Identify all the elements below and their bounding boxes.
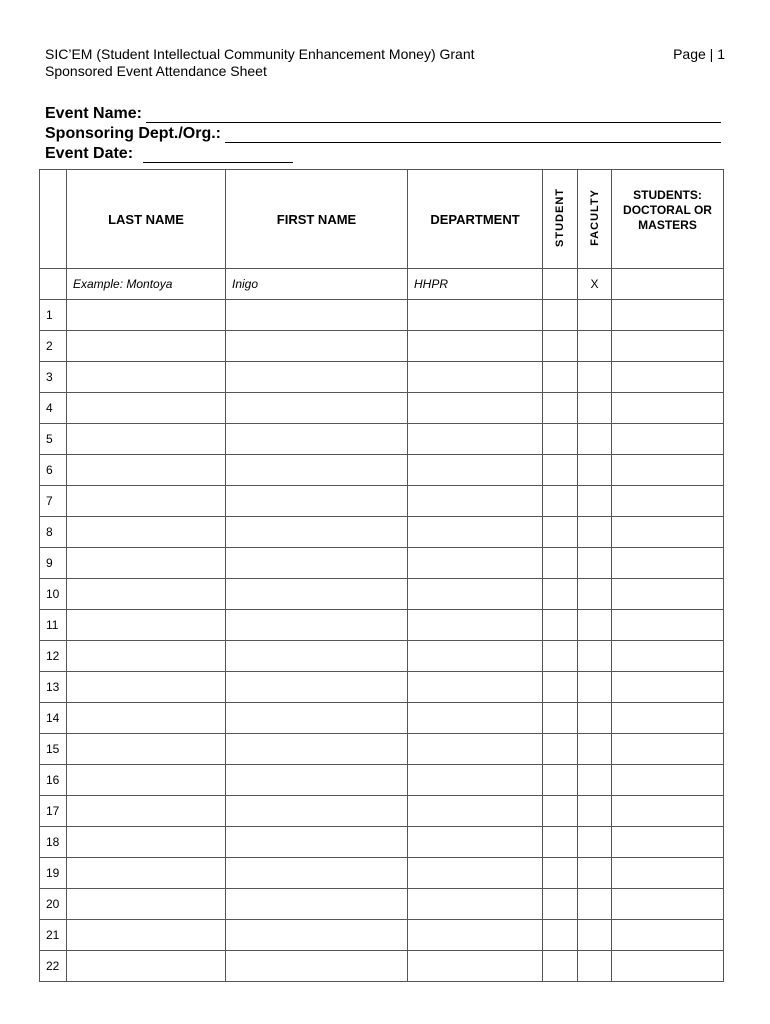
attendance-table [39, 169, 724, 982]
header-first-name: FIRST NAME [226, 170, 408, 269]
degree-cell[interactable] [612, 920, 724, 951]
table-row [40, 455, 724, 486]
row-number: 13 [40, 672, 67, 703]
department-cell[interactable] [408, 548, 543, 579]
table-row [40, 765, 724, 796]
first-name-cell[interactable] [226, 579, 408, 610]
degree-cell[interactable] [612, 858, 724, 889]
faculty-cell[interactable] [578, 672, 612, 703]
header-students-line3: MASTERS [638, 218, 697, 232]
student-cell[interactable] [543, 858, 578, 889]
header-students-line2: DOCTORAL OR [623, 203, 712, 217]
row-number: 18 [40, 827, 67, 858]
first-name-cell[interactable] [226, 548, 408, 579]
faculty-cell[interactable] [578, 951, 612, 982]
example-department: HHPR [408, 269, 543, 300]
row-number: 9 [40, 548, 67, 579]
student-cell[interactable] [543, 827, 578, 858]
row-number: 3 [40, 362, 67, 393]
row-number: 12 [40, 641, 67, 672]
department-cell[interactable] [408, 951, 543, 982]
sponsoring-field[interactable] [45, 123, 721, 143]
student-cell[interactable] [543, 300, 578, 331]
table-row [40, 424, 724, 455]
table-header-row [40, 170, 724, 269]
department-cell[interactable] [408, 858, 543, 889]
department-cell[interactable] [408, 610, 543, 641]
department-cell[interactable] [408, 734, 543, 765]
first-name-cell[interactable] [226, 517, 408, 548]
faculty-cell[interactable] [578, 734, 612, 765]
sponsoring-line[interactable] [225, 127, 721, 143]
student-cell[interactable] [543, 703, 578, 734]
department-cell[interactable] [408, 920, 543, 951]
department-cell[interactable] [408, 641, 543, 672]
document-header [45, 46, 725, 80]
degree-cell[interactable] [612, 796, 724, 827]
last-name-cell[interactable] [67, 703, 226, 734]
sheet-subtitle: Sponsored Event Attendance Sheet [45, 63, 267, 79]
last-name-cell[interactable] [67, 765, 226, 796]
last-name-cell[interactable] [67, 796, 226, 827]
department-cell[interactable] [408, 517, 543, 548]
degree-cell[interactable] [612, 672, 724, 703]
row-number: 4 [40, 393, 67, 424]
first-name-cell[interactable] [226, 703, 408, 734]
row-number: 20 [40, 889, 67, 920]
header-student: STUDENT [554, 188, 566, 247]
table-row [40, 827, 724, 858]
first-name-cell[interactable] [226, 393, 408, 424]
table-row [40, 858, 724, 889]
table-row [40, 796, 724, 827]
row-number: 22 [40, 951, 67, 982]
department-cell[interactable] [408, 455, 543, 486]
student-cell[interactable] [543, 579, 578, 610]
department-cell[interactable] [408, 362, 543, 393]
department-cell[interactable] [408, 393, 543, 424]
last-name-cell[interactable] [67, 548, 226, 579]
last-name-cell[interactable] [67, 517, 226, 548]
row-number: 2 [40, 331, 67, 362]
first-name-cell[interactable] [226, 362, 408, 393]
student-cell[interactable] [543, 672, 578, 703]
row-number: 16 [40, 765, 67, 796]
first-name-cell[interactable] [226, 424, 408, 455]
student-cell[interactable] [543, 331, 578, 362]
last-name-cell[interactable] [67, 362, 226, 393]
table-row [40, 579, 724, 610]
first-name-cell[interactable] [226, 858, 408, 889]
degree-cell[interactable] [612, 548, 724, 579]
row-number: 19 [40, 858, 67, 889]
student-cell[interactable] [543, 796, 578, 827]
degree-cell[interactable] [612, 517, 724, 548]
last-name-cell[interactable] [67, 951, 226, 982]
table-row [40, 548, 724, 579]
student-cell[interactable] [543, 765, 578, 796]
event-name-label: Event Name: [45, 105, 142, 122]
degree-cell[interactable] [612, 765, 724, 796]
faculty-cell[interactable] [578, 610, 612, 641]
table-row [40, 517, 724, 548]
header-last-name: LAST NAME [67, 170, 226, 269]
last-name-cell[interactable] [67, 424, 226, 455]
faculty-cell[interactable] [578, 920, 612, 951]
faculty-cell[interactable] [578, 300, 612, 331]
faculty-cell[interactable] [578, 362, 612, 393]
event-info-fields [45, 103, 721, 163]
student-cell[interactable] [543, 517, 578, 548]
department-cell[interactable] [408, 765, 543, 796]
faculty-cell[interactable] [578, 889, 612, 920]
degree-cell[interactable] [612, 424, 724, 455]
event-name-line[interactable] [146, 107, 721, 123]
degree-cell[interactable] [612, 455, 724, 486]
row-number: 14 [40, 703, 67, 734]
student-cell[interactable] [543, 889, 578, 920]
first-name-cell[interactable] [226, 765, 408, 796]
faculty-cell[interactable] [578, 455, 612, 486]
header-department: DEPARTMENT [408, 170, 543, 269]
table-row [40, 362, 724, 393]
event-date-field[interactable] [45, 143, 721, 163]
faculty-cell[interactable] [578, 331, 612, 362]
student-cell[interactable] [543, 641, 578, 672]
student-cell[interactable] [543, 920, 578, 951]
degree-cell[interactable] [612, 486, 724, 517]
row-number: 10 [40, 579, 67, 610]
last-name-cell[interactable] [67, 610, 226, 641]
example-row [40, 269, 724, 300]
degree-cell[interactable] [612, 641, 724, 672]
last-name-cell[interactable] [67, 858, 226, 889]
degree-cell[interactable] [612, 734, 724, 765]
department-cell[interactable] [408, 672, 543, 703]
last-name-cell[interactable] [67, 734, 226, 765]
degree-cell[interactable] [612, 300, 724, 331]
last-name-cell[interactable] [67, 641, 226, 672]
last-name-cell[interactable] [67, 579, 226, 610]
faculty-cell[interactable] [578, 765, 612, 796]
department-cell[interactable] [408, 796, 543, 827]
example-first-name: Inigo [226, 269, 408, 300]
row-number: 8 [40, 517, 67, 548]
header-faculty-cell [578, 170, 612, 269]
department-cell[interactable] [408, 331, 543, 362]
student-cell[interactable] [543, 548, 578, 579]
table-row [40, 734, 724, 765]
table-row [40, 300, 724, 331]
degree-cell[interactable] [612, 889, 724, 920]
faculty-cell[interactable] [578, 393, 612, 424]
first-name-cell[interactable] [226, 641, 408, 672]
department-cell[interactable] [408, 486, 543, 517]
table-row [40, 672, 724, 703]
department-cell[interactable] [408, 579, 543, 610]
grant-title: SIC’EM (Student Intellectual Community Enhancement Money) Grant [45, 46, 475, 62]
student-cell[interactable] [543, 455, 578, 486]
table-row [40, 331, 724, 362]
faculty-cell[interactable] [578, 579, 612, 610]
last-name-cell[interactable] [67, 393, 226, 424]
first-name-cell[interactable] [226, 300, 408, 331]
last-name-cell[interactable] [67, 920, 226, 951]
degree-cell[interactable] [612, 827, 724, 858]
first-name-cell[interactable] [226, 486, 408, 517]
degree-cell[interactable] [612, 703, 724, 734]
degree-cell[interactable] [612, 362, 724, 393]
student-cell[interactable] [543, 424, 578, 455]
faculty-cell[interactable] [578, 424, 612, 455]
example-student [543, 269, 578, 300]
row-number: 5 [40, 424, 67, 455]
degree-cell[interactable] [612, 393, 724, 424]
department-cell[interactable] [408, 827, 543, 858]
header-faculty: FACULTY [588, 189, 601, 246]
last-name-cell[interactable] [67, 827, 226, 858]
table-row [40, 920, 724, 951]
row-number: 17 [40, 796, 67, 827]
faculty-cell[interactable] [578, 858, 612, 889]
first-name-cell[interactable] [226, 734, 408, 765]
department-cell[interactable] [408, 424, 543, 455]
student-cell[interactable] [543, 951, 578, 982]
first-name-cell[interactable] [226, 951, 408, 982]
row-number: 15 [40, 734, 67, 765]
row-number: 11 [40, 610, 67, 641]
row-number: 6 [40, 455, 67, 486]
faculty-cell[interactable] [578, 548, 612, 579]
degree-cell[interactable] [612, 610, 724, 641]
student-cell[interactable] [543, 393, 578, 424]
header-students-degree [612, 170, 724, 269]
table-row [40, 610, 724, 641]
row-number: 21 [40, 920, 67, 951]
table-row [40, 951, 724, 982]
last-name-cell[interactable] [67, 486, 226, 517]
last-name-cell[interactable] [67, 331, 226, 362]
event-date-line[interactable] [143, 147, 293, 163]
department-cell[interactable] [408, 889, 543, 920]
student-cell[interactable] [543, 362, 578, 393]
last-name-cell[interactable] [67, 889, 226, 920]
degree-cell[interactable] [612, 331, 724, 362]
degree-cell[interactable] [612, 579, 724, 610]
first-name-cell[interactable] [226, 610, 408, 641]
faculty-cell[interactable] [578, 796, 612, 827]
header-student-cell [543, 170, 578, 269]
first-name-cell[interactable] [226, 331, 408, 362]
first-name-cell[interactable] [226, 455, 408, 486]
table-row [40, 889, 724, 920]
faculty-cell[interactable] [578, 641, 612, 672]
department-cell[interactable] [408, 300, 543, 331]
faculty-cell[interactable] [578, 486, 612, 517]
table-row [40, 486, 724, 517]
example-number-cell [40, 269, 67, 300]
event-date-label: Event Date: [45, 145, 134, 162]
first-name-cell[interactable] [226, 889, 408, 920]
event-name-field[interactable] [45, 103, 721, 123]
student-cell[interactable] [543, 486, 578, 517]
student-cell[interactable] [543, 734, 578, 765]
student-cell[interactable] [543, 610, 578, 641]
faculty-cell[interactable] [578, 517, 612, 548]
first-name-cell[interactable] [226, 827, 408, 858]
page-number: Page | 1 [673, 46, 725, 62]
example-last-name: Example: Montoya [67, 269, 226, 300]
degree-cell[interactable] [612, 951, 724, 982]
row-number: 7 [40, 486, 67, 517]
sponsoring-label: Sponsoring Dept./Org.: [45, 125, 221, 142]
header-students-line1: STUDENTS: [633, 188, 702, 202]
last-name-cell[interactable] [67, 455, 226, 486]
faculty-cell[interactable] [578, 827, 612, 858]
table-row [40, 703, 724, 734]
department-cell[interactable] [408, 703, 543, 734]
header-number-cell [40, 170, 67, 269]
last-name-cell[interactable] [67, 300, 226, 331]
last-name-cell[interactable] [67, 672, 226, 703]
faculty-cell[interactable] [578, 703, 612, 734]
example-faculty-mark: X [578, 269, 612, 300]
first-name-cell[interactable] [226, 920, 408, 951]
first-name-cell[interactable] [226, 796, 408, 827]
table-row [40, 393, 724, 424]
first-name-cell[interactable] [226, 672, 408, 703]
row-number: 1 [40, 300, 67, 331]
example-students-degree [612, 269, 724, 300]
table-row [40, 641, 724, 672]
